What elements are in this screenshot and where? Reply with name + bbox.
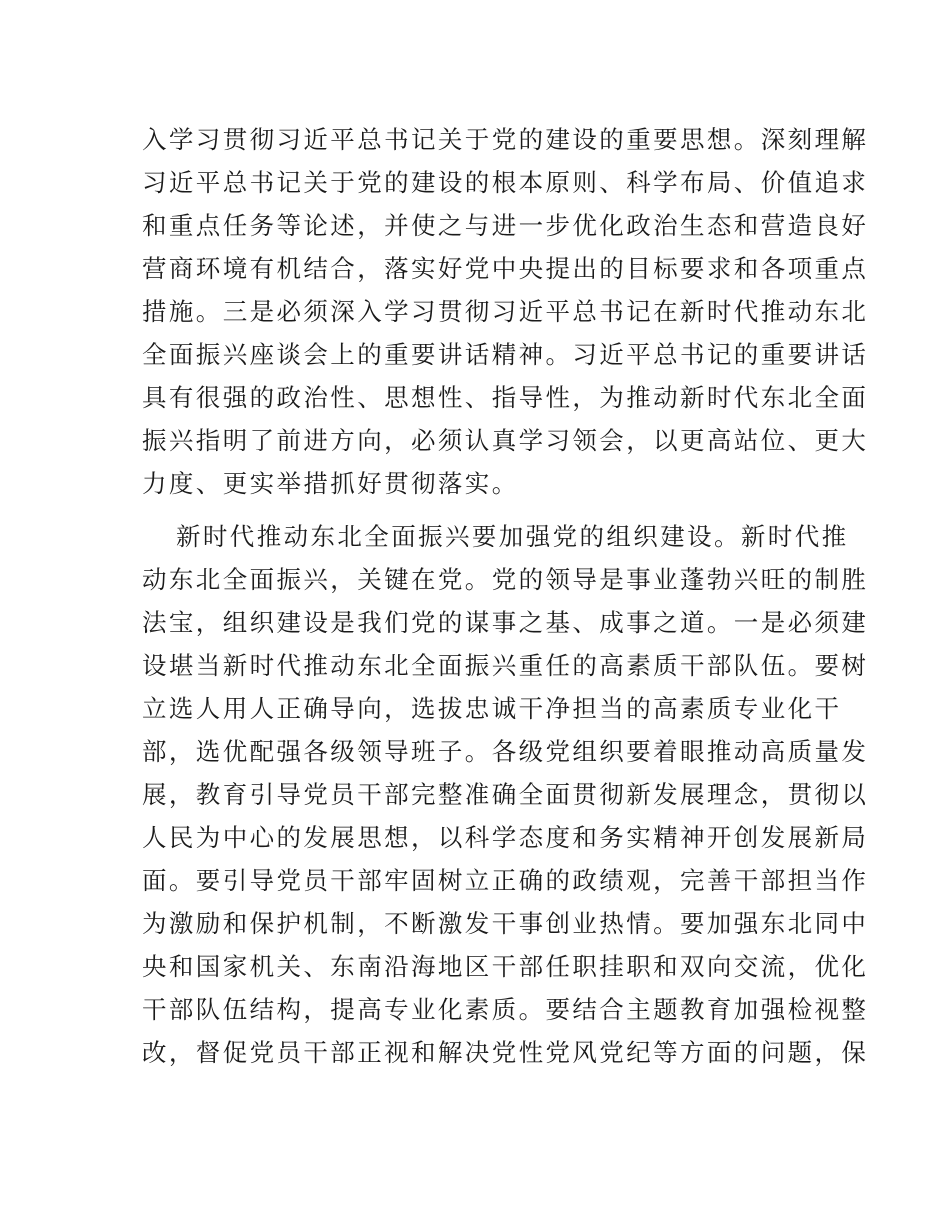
- paragraph-1-line-3: 和重点任务等论述，并使之与进一步优化政治生态和营造良好: [142, 211, 869, 240]
- paragraph-2-line-13: 改，督促党员干部正视和解决党性党风党纪等方面的问题，保: [142, 1038, 869, 1067]
- paragraph-2-line-9: 面。要引导党员干部牢固树立正确的政绩观，完善干部担当作: [142, 866, 869, 895]
- paragraph-1-line-5: 措施。三是必须深入学习贯彻习近平总书记在新时代推动东北: [142, 297, 869, 326]
- paragraph-2-line-12: 干部队伍结构，提高专业化素质。要结合主题教育加强检视整: [142, 995, 869, 1024]
- paragraph-2-line-8: 人民为中心的发展思想，以科学态度和务实精神开创发展新局: [142, 823, 869, 852]
- paragraph-2: [142, 515, 869, 1074]
- paragraph-2-line-10: 为激励和保护机制，不断激发干事创业热情。要加强东北同中: [142, 909, 869, 938]
- paragraph-1-line-9: 力度、更实举措抓好贯彻落实。: [142, 469, 519, 498]
- paragraph-2-line-7: 展，教育引导党员干部完整准确全面贯彻新发展理念，贯彻以: [142, 780, 869, 809]
- paragraph-1-line-4: 营商环境有机结合，落实好党中央提出的目标要求和各项重点: [142, 254, 869, 283]
- paragraph-2-line-5: 立选人用人正确导向，选拔忠诚干净担当的高素质专业化干: [142, 694, 842, 723]
- paragraph-2-line-1: 新时代推动东北全面振兴要加强党的组织建设。新时代推: [176, 522, 849, 551]
- paragraph-1-line-6: 全面振兴座谈会上的重要讲话精神。习近平总书记的重要讲话: [142, 340, 869, 369]
- paragraph-2-line-4: 设堪当新时代推动东北全面振兴重任的高素质干部队伍。要树: [142, 651, 869, 680]
- paragraph-2-line-6: 部，选优配强各级领导班子。各级党组织要着眼推动高质量发: [142, 737, 869, 766]
- paragraph-2-line-11: 央和国家机关、东南沿海地区干部任职挂职和双向交流，优化: [142, 952, 869, 981]
- paragraph-1-line-7: 具有很强的政治性、思想性、指导性，为推动新时代东北全面: [142, 383, 869, 412]
- document-body: [142, 118, 869, 1074]
- paragraph-1: [142, 118, 869, 505]
- paragraph-1-line-8: 振兴指明了前进方向，必须认真学习领会，以更高站位、更大: [142, 426, 869, 455]
- paragraph-2-line-2: 动东北全面振兴，关键在党。党的领导是事业蓬勃兴旺的制胜: [142, 565, 869, 594]
- paragraph-spacer: [142, 505, 814, 515]
- paragraph-1-line-2: 习近平总书记关于党的建设的根本原则、科学布局、价值追求: [142, 168, 869, 197]
- paragraph-2-line-3: 法宝，组织建设是我们党的谋事之基、成事之道。一是必须建: [142, 608, 869, 637]
- paragraph-1-line-1: 入学习贯彻习近平总书记关于党的建设的重要思想。深刻理解: [142, 125, 869, 154]
